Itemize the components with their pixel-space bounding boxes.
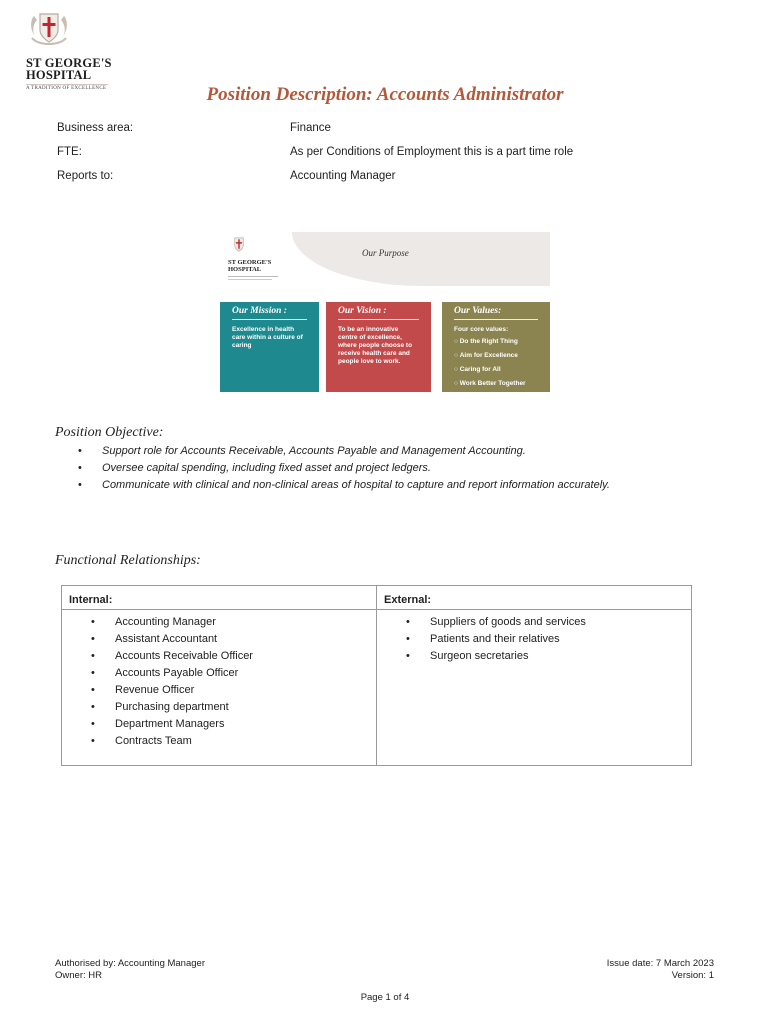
internal-item: • Purchasing department [91,701,253,718]
values-title: Our Values: [454,305,538,320]
objective-list [78,444,610,495]
mini-logo-line1: ST GEORGE'S [228,259,272,266]
internal-header: Internal: [62,586,376,610]
logo-name-line2: HOSPITAL [26,68,92,82]
logo-name-line1: ST GEORGE'S [26,56,112,70]
values-box [442,302,550,392]
internal-item: • Assistant Accountant [91,633,253,650]
objective-item: • Support role for Accounts Receivable, Accounts Payable and Management Accounting. [78,444,610,461]
fte-label: FTE: [57,146,82,158]
internal-item: • Revenue Officer [91,684,253,701]
logo-tagline: A TRADITION OF EXCELLENCE [26,86,107,91]
internal-list [91,616,253,752]
purpose-title: Our Purpose [362,248,409,258]
objective-item: • Oversee capital spending, including fixed asset and project ledgers. [78,461,610,478]
page-title: Position Description: Accounts Administrator [206,84,564,105]
reports-to-value: Accounting Manager [290,170,396,182]
logo-name [26,57,136,81]
external-item: • Suppliers of goods and services [406,616,586,633]
relationships-table [61,585,692,766]
objective-heading: Position Objective: [55,425,164,440]
mini-logo-line2: HOSPITAL [228,266,262,273]
hospital-logo [26,10,136,91]
internal-item: • Contracts Team [91,735,253,752]
external-list [406,616,586,667]
version: Version: 1 [671,970,714,981]
mini-logo-rule [228,276,278,277]
mission-title: Our Mission : [232,305,307,320]
mission-text: Excellence in health care within a culture of caring [232,326,303,349]
value-item: ○ Work Better Together [454,380,538,388]
value-item: ○ Do the Right Thing [454,338,538,346]
issue-date: Issue date: 7 March 2023 [606,958,714,969]
mini-logo-rule-2 [228,279,272,280]
business-area-value: Finance [290,122,331,134]
internal-item: • Accounts Receivable Officer [91,650,253,667]
objective-item: • Communicate with clinical and non-clinical areas of hospital to capture and report information accurately. [78,478,610,495]
crest-icon [26,10,72,48]
footer-right [607,958,714,982]
value-item: ○ Aim for Excellence [454,352,538,360]
footer-left [55,958,205,982]
external-header: External: [377,586,691,610]
mini-logo [228,236,298,280]
internal-item: • Accounting Manager [91,616,253,633]
mini-crest-icon [228,236,250,254]
owner: Owner: HR [55,970,102,981]
fte-value: As per Conditions of Employment this is a part time role [290,146,574,158]
purpose-band [292,232,550,286]
internal-item: • Accounts Payable Officer [91,667,253,684]
mini-logo-name [228,259,298,273]
vision-text: To be an innovative centre of excellence, where people choose to receive health care and people love to work. [338,326,413,365]
values-list [454,338,538,388]
vision-title: Our Vision : [338,305,419,320]
value-item: ○ Caring for All [454,366,538,374]
values-intro: Four core values: [454,326,509,333]
vision-box [326,302,431,392]
internal-item: • Department Managers [91,718,253,735]
mission-box [220,302,319,392]
page-number: Page 1 of 4 [360,992,410,1003]
column-divider [376,586,377,765]
business-area-label: Business area: [57,122,134,134]
external-item: • Surgeon secretaries [406,650,586,667]
authorised-by: Authorised by: Accounting Manager [55,958,205,969]
relationships-heading: Functional Relationships: [55,553,201,568]
purpose-graphic [220,232,550,394]
external-item: • Patients and their relatives [406,633,586,650]
reports-to-label: Reports to: [57,170,114,182]
